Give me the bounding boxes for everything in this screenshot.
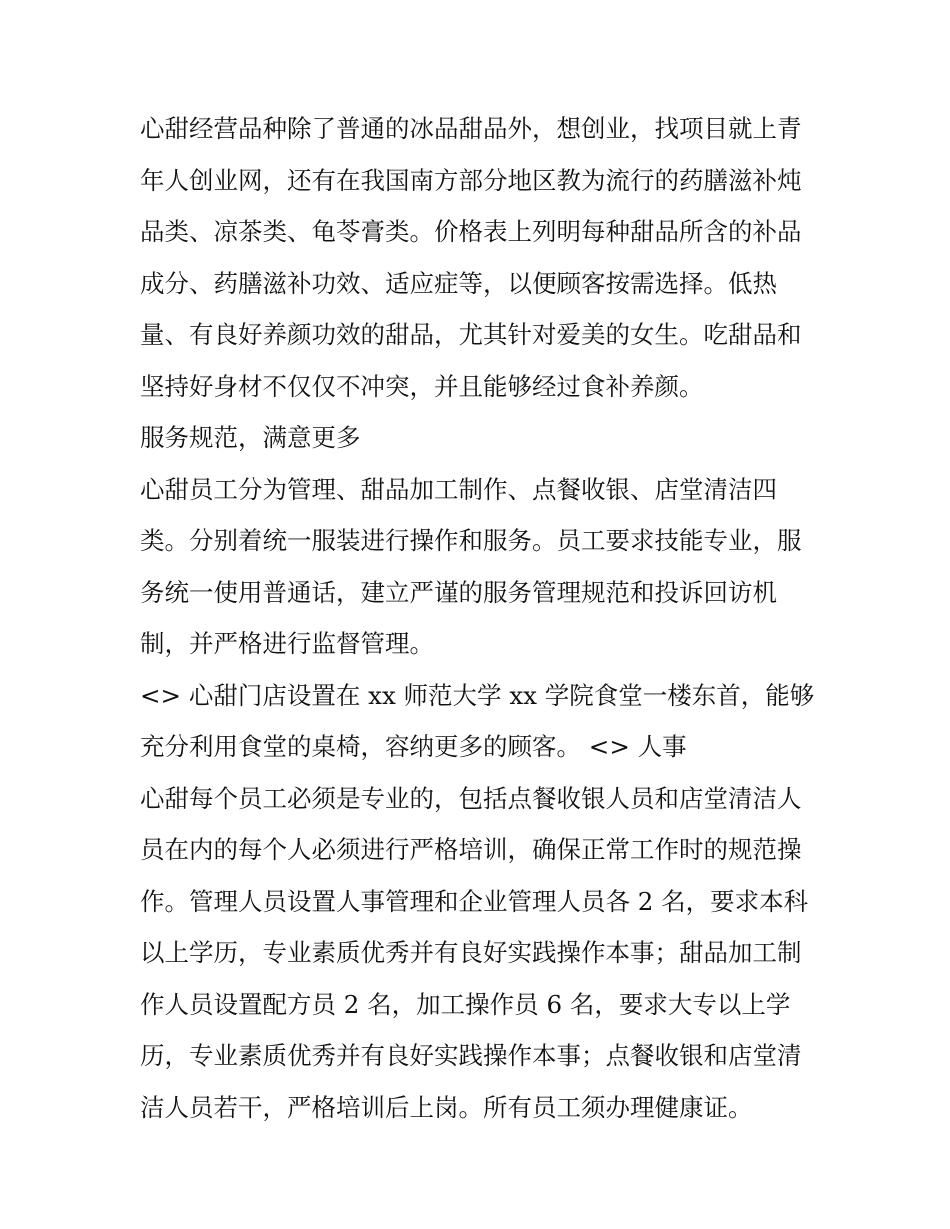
text-line-15: 员在内的每个人必须进行严格培训，确保正常工作时的规范操 bbox=[140, 835, 802, 864]
text-line-12: <> 心甜门店设置在 xx 师范大学 xx 学院食堂一楼东首，能够 bbox=[140, 680, 815, 710]
text-line-14: 心甜每个员工必须是专业的，包括点餐收银人员和店堂清洁人 bbox=[140, 783, 802, 813]
text-line-13: 充分利用食堂的桌椅，容纳更多的顾客。 <> 人事 bbox=[140, 732, 687, 761]
section-heading-service: 服务规范，满意更多 bbox=[140, 423, 361, 452]
text-line-10: 务统一使用普通话，建立严谨的服务管理规范和投诉回访机 bbox=[140, 577, 777, 607]
text-line-18: 作人员设置配方员 2 名，加工操作员 6 名，要求大专以上学 bbox=[140, 989, 791, 1019]
text-line-11: 制，并严格进行监督管理。 bbox=[140, 629, 434, 658]
text-line-16: 作。管理人员设置人事管理和企业管理人员各 2 名，要求本科 bbox=[140, 886, 809, 916]
text-line-17: 以上学历，专业素质优秀并有良好实践操作本事；甜品加工制 bbox=[140, 938, 802, 967]
text-line-3: 品类、凉茶类、龟苓膏类。价格表上列明每种甜品所含的补品 bbox=[140, 217, 802, 246]
text-line-1: 心甜经营品种除了普通的冰品甜品外，想创业，找项目就上青 bbox=[140, 114, 802, 143]
text-line-2: 年人创业网，还有在我国南方部分地区教为流行的药膳滋补炖 bbox=[140, 165, 802, 195]
text-line-20: 洁人员若干，严格培训后上岗。所有员工须办理健康证。 bbox=[140, 1092, 753, 1122]
text-line-4: 成分、药膳滋补功效、适应症等，以便顾客按需选择。低热 bbox=[140, 268, 777, 298]
text-line-8: 心甜员工分为管理、甜品加工制作、点餐收银、店堂清洁四 bbox=[140, 474, 777, 504]
text-line-19: 历，专业素质优秀并有良好实践操作本事；点餐收银和店堂清 bbox=[140, 1041, 802, 1070]
text-line-9: 类。分别着统一服装进行操作和服务。员工要求技能专业，服 bbox=[140, 526, 802, 555]
text-line-6: 坚持好身材不仅仅不冲突，并且能够经过食补养颜。 bbox=[140, 371, 704, 401]
document-body bbox=[140, 103, 820, 1133]
text-line-5: 量、有良好养颜功效的甜品，尤其针对爱美的女生。吃甜品和 bbox=[140, 320, 802, 349]
